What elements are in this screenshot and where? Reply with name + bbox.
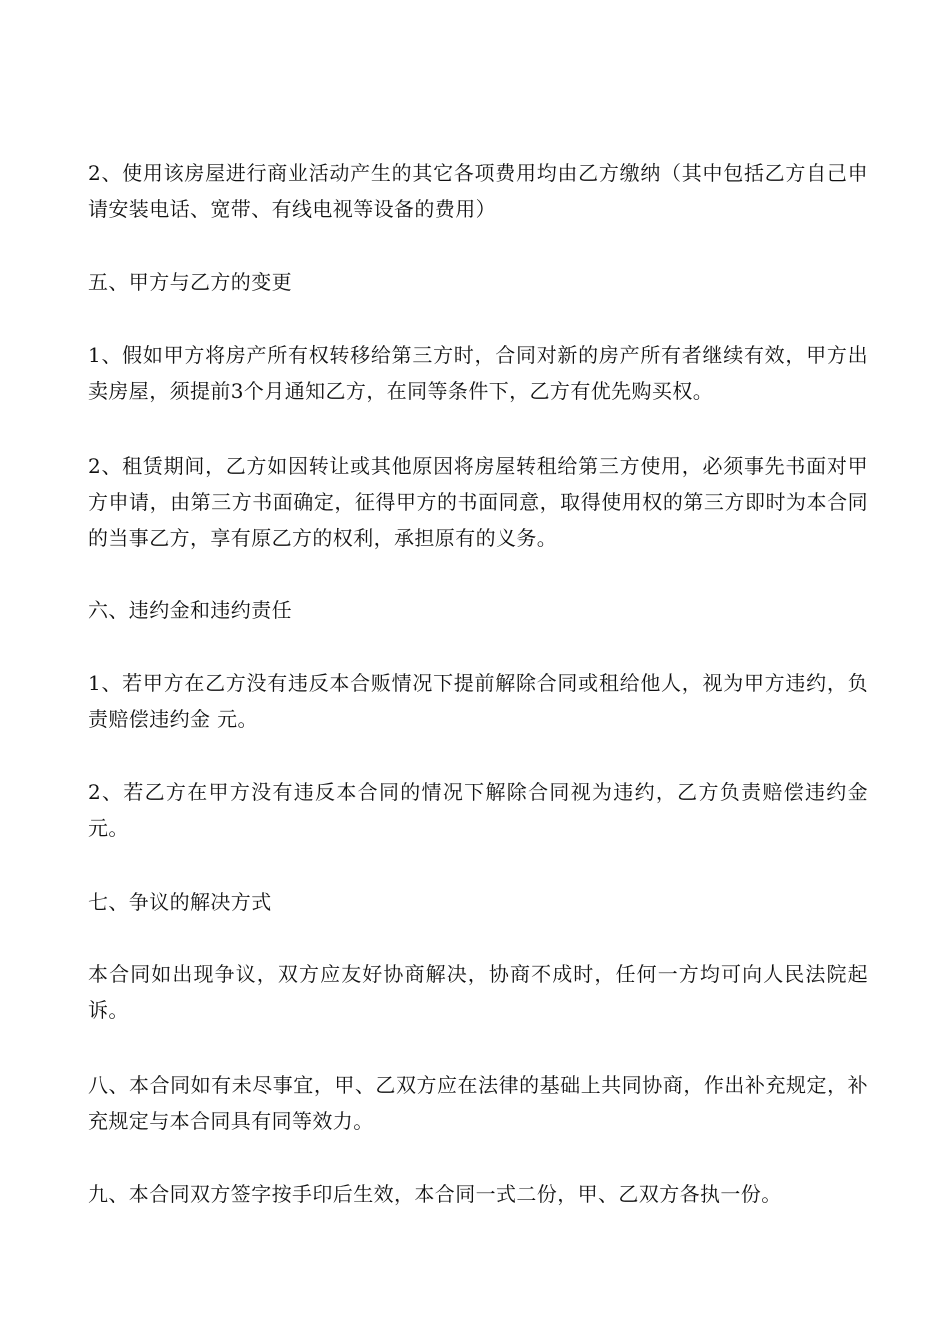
paragraph-ownership-transfer: 1、假如甲方将房产所有权转移给第三方时，合同对新的房产所有者继续有效，甲方出卖房屋，须提前3个月通知乙方，在同等条件下，乙方有优先购买权。 xyxy=(88,343,868,403)
paragraph-dispute-resolution: 本合同如出现争议，双方应友好协商解决，协商不成时，任何一方均可向人民法院起诉。 xyxy=(88,962,868,1022)
section-heading-dispute: 七、争议的解决方式 xyxy=(88,890,272,914)
paragraph-sublease: 2、租赁期间，乙方如因转让或其他原因将房屋转租给第三方使用，必须事先书面对甲方申请，由第三方书面确定，征得甲方的书面同意，取得使用权的第三方即时为本合同的当事乙方，享有原乙方的权利，承担原有的义务。 xyxy=(88,454,868,550)
section-heading-changes: 五、甲方与乙方的变更 xyxy=(88,270,292,294)
paragraph-party-b-breach: 2、若乙方在甲方没有违反本合同的情况下解除合同视为违约，乙方负责赔偿违约金 元。 xyxy=(88,780,868,840)
paragraph-effectiveness: 九、本合同双方签字按手印后生效，本合同一式二份，甲、乙双方各执一份。 xyxy=(88,1182,782,1206)
paragraph-supplementary: 八、本合同如有未尽事宜，甲、乙双方应在法律的基础上共同协商，作出补充规定，补充规定与本合同具有同等效力。 xyxy=(88,1073,868,1133)
section-heading-breach: 六、违约金和违约责任 xyxy=(88,598,292,622)
paragraph-party-a-breach: 1、若甲方在乙方没有违反本合贩情况下提前解除合同或租给他人，视为甲方违约，负责赔偿违约金 元。 xyxy=(88,671,868,731)
paragraph-fee-clause: 2、使用该房屋进行商业活动产生的其它各项费用均由乙方缴纳（其中包括乙方自己申请安装电话、宽带、有线电视等设备的费用） xyxy=(88,161,868,221)
